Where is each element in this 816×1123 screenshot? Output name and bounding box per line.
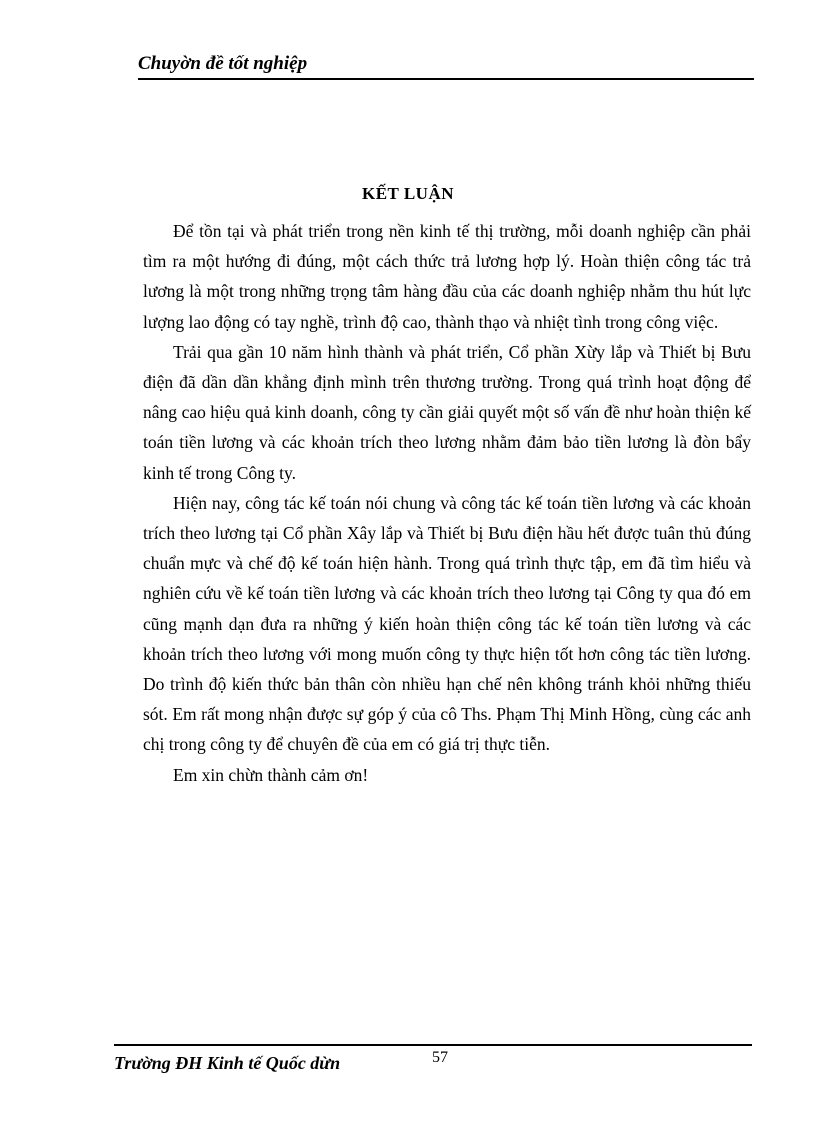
- paragraph-thanks: Em xin chừn thành cảm ơn!: [173, 764, 369, 785]
- footer-school-name: Trường ĐH Kinh tế Quốc dừn: [114, 1053, 341, 1073]
- header-title: Chuyờn đề tốt nghiệp: [138, 53, 308, 74]
- page-header: [138, 52, 754, 80]
- page-number: 57: [432, 1049, 448, 1066]
- document-title: KẾT LUẬN: [361, 184, 454, 203]
- paragraph-company-history: Trải qua gần 10 năm hình thành và phát triển, Cổ phần Xừy lắp và Thiết bị Bưu điện đã dần dần khẳng định mình trên thương trường. Trong quá trình hoạt động để nâng cao hiệu quả kinh doanh, công ty cần giải quyết một số vấn đề như hoàn thiện kế toán tiền lương và các khoản trích theo lương nhằm đảm bảo tiền lương là đòn bẩy kinh tế trong Công ty.: [143, 341, 751, 483]
- paragraph-current-status: Hiện nay, công tác kế toán nói chung và công tác kế toán tiền lương và các khoản trích theo lương tại Cổ phần Xây lắp và Thiết bị Bưu điện hầu hết được tuân thủ đúng chuẩn mực và chế độ kế toán hiện hành. Trong quá trình thực tập, em đã tìm hiểu và nghiên cứu về kế toán tiền lương và các khoản trích theo lương tại Công ty qua đó em cũng mạnh dạn đưa ra những ý kiến hoàn thiện công tác kế toán tiền lương và các khoản trích theo lương với mong muốn công ty thực hiện tốt hơn công tác tiền lương. Do trình độ kiến thức bản thân còn nhiều hạn chế nên không tránh khỏi những thiếu sót. Em rất mong nhận được sự góp ý của cô Ths. Phạm Thị Minh Hồng, cùng các anh chị trong công ty để chuyên đề của em có giá trị thực tiễn.: [143, 492, 751, 755]
- paragraph-intro: Để tồn tại và phát triển trong nền kinh tế thị trường, mỗi doanh nghiệp cần phải tìm ra một hướng đi đúng, một cách thức trả lương hợp lý. Hoàn thiện công tác trả lương là một trong những trọng tâm hàng đầu của các doanh nghiệp nhằm thu hút lực lượng lao động có tay nghề, trình độ cao, thành thạo và nhiệt tình trong công việc.: [143, 221, 751, 332]
- document-body: [143, 216, 751, 790]
- page-footer: [114, 1044, 752, 1076]
